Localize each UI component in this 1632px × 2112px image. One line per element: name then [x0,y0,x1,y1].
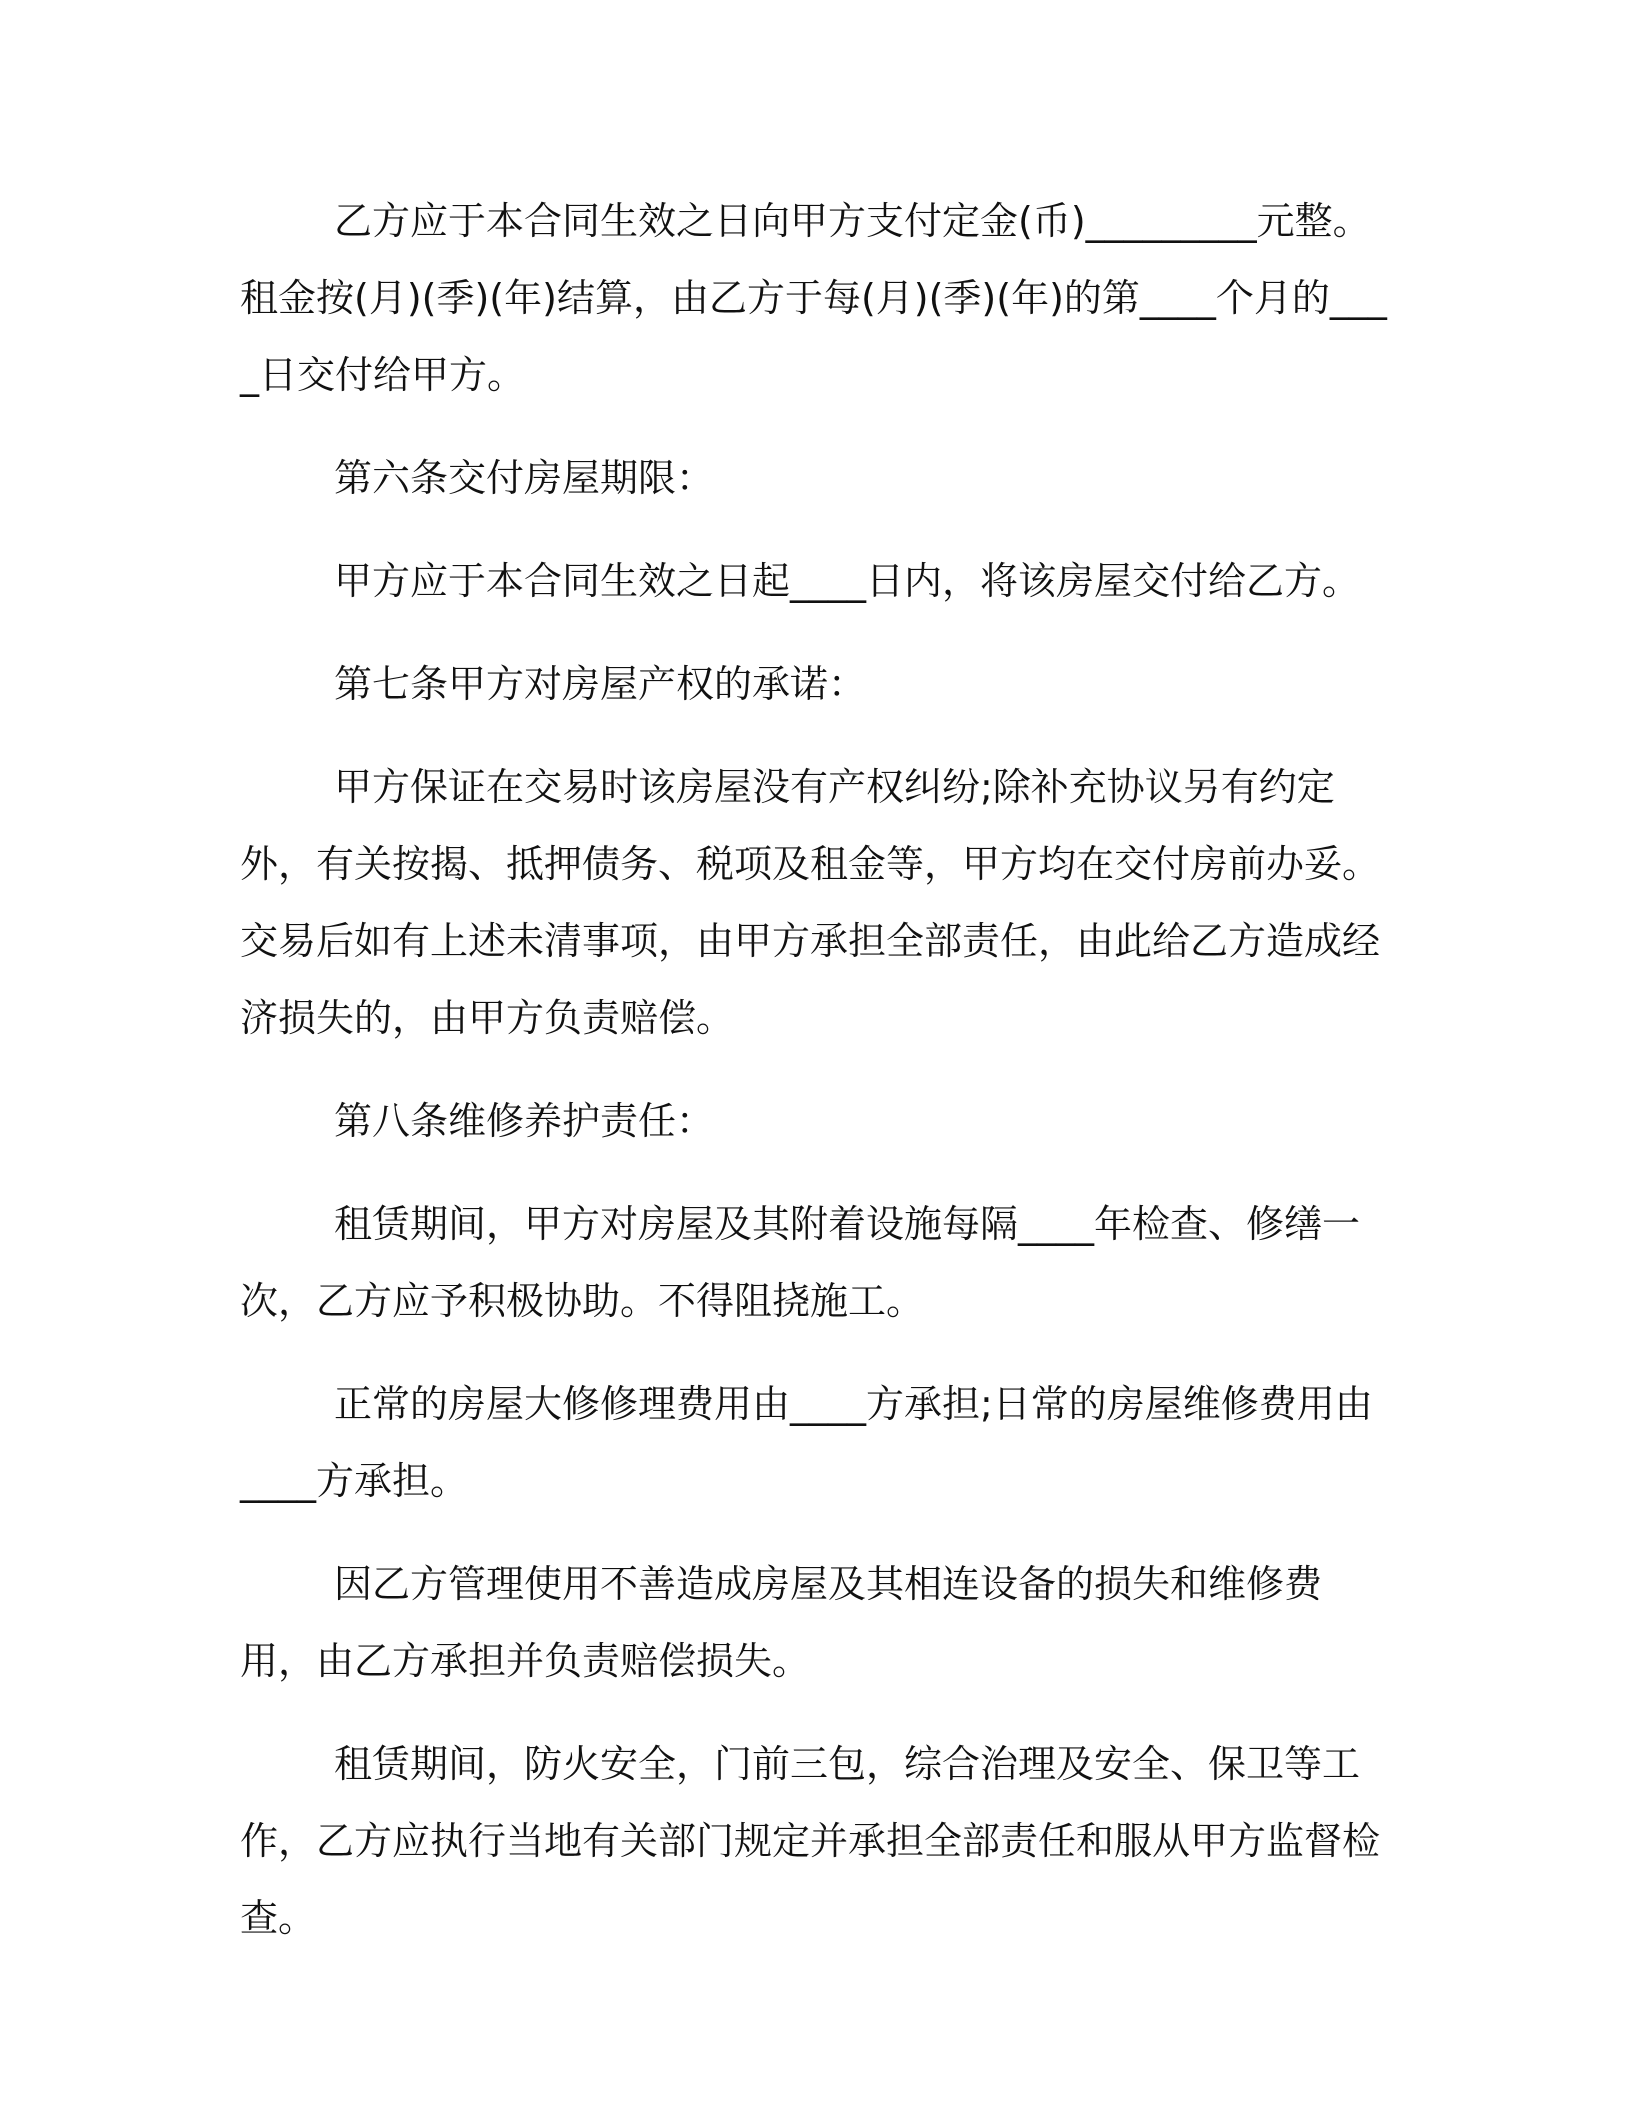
heading-article-6: 第六条交付房屋期限： [334,456,715,500]
heading-article-7: 第七条甲方对房屋产权的承诺： [334,662,867,706]
heading-article-8: 第八条维修养护责任： [334,1099,715,1143]
paragraph-deposit-rent: 乙方应于本合同生效之日向甲方支付定金(币)_________元整。租金按(月)(季)(年)结算，由乙方于每(月)(季)(年)的第____个月的____日交付给甲方。 [240,199,1387,397]
document-body [240,183,1390,1983]
paragraph-safety-duties: 租赁期间，防火安全，门前三包，综合治理及安全、保卫等工作，乙方应执行当地有关部门规定并承担全部责任和服从甲方监督检查。 [240,1742,1381,1940]
paragraph-repair-costs: 正常的房屋大修修理费用由____方承担;日常的房屋维修费用由____方承担。 [240,1382,1373,1503]
paragraph-property-rights: 甲方保证在交易时该房屋没有产权纠纷;除补充协议另有约定外，有关按揭、抵押债务、税项及租金等，甲方均在交付房前办妥。交易后如有上述未清事项，由甲方承担全部责任，由此给乙方造成经济损失的，由甲方负责赔偿。 [240,765,1381,1040]
paragraph-delivery-term: 甲方应于本合同生效之日起____日内，将该房屋交付给乙方。 [334,559,1361,603]
paragraph-inspection: 租赁期间，甲方对房屋及其附着设施每隔____年检查、修缮一次，乙方应予积极协助。不得阻挠施工。 [240,1202,1361,1323]
paragraph-damage-liability: 因乙方管理使用不善造成房屋及其相连设备的损失和维修费用，由乙方承担并负责赔偿损失。 [240,1562,1323,1683]
